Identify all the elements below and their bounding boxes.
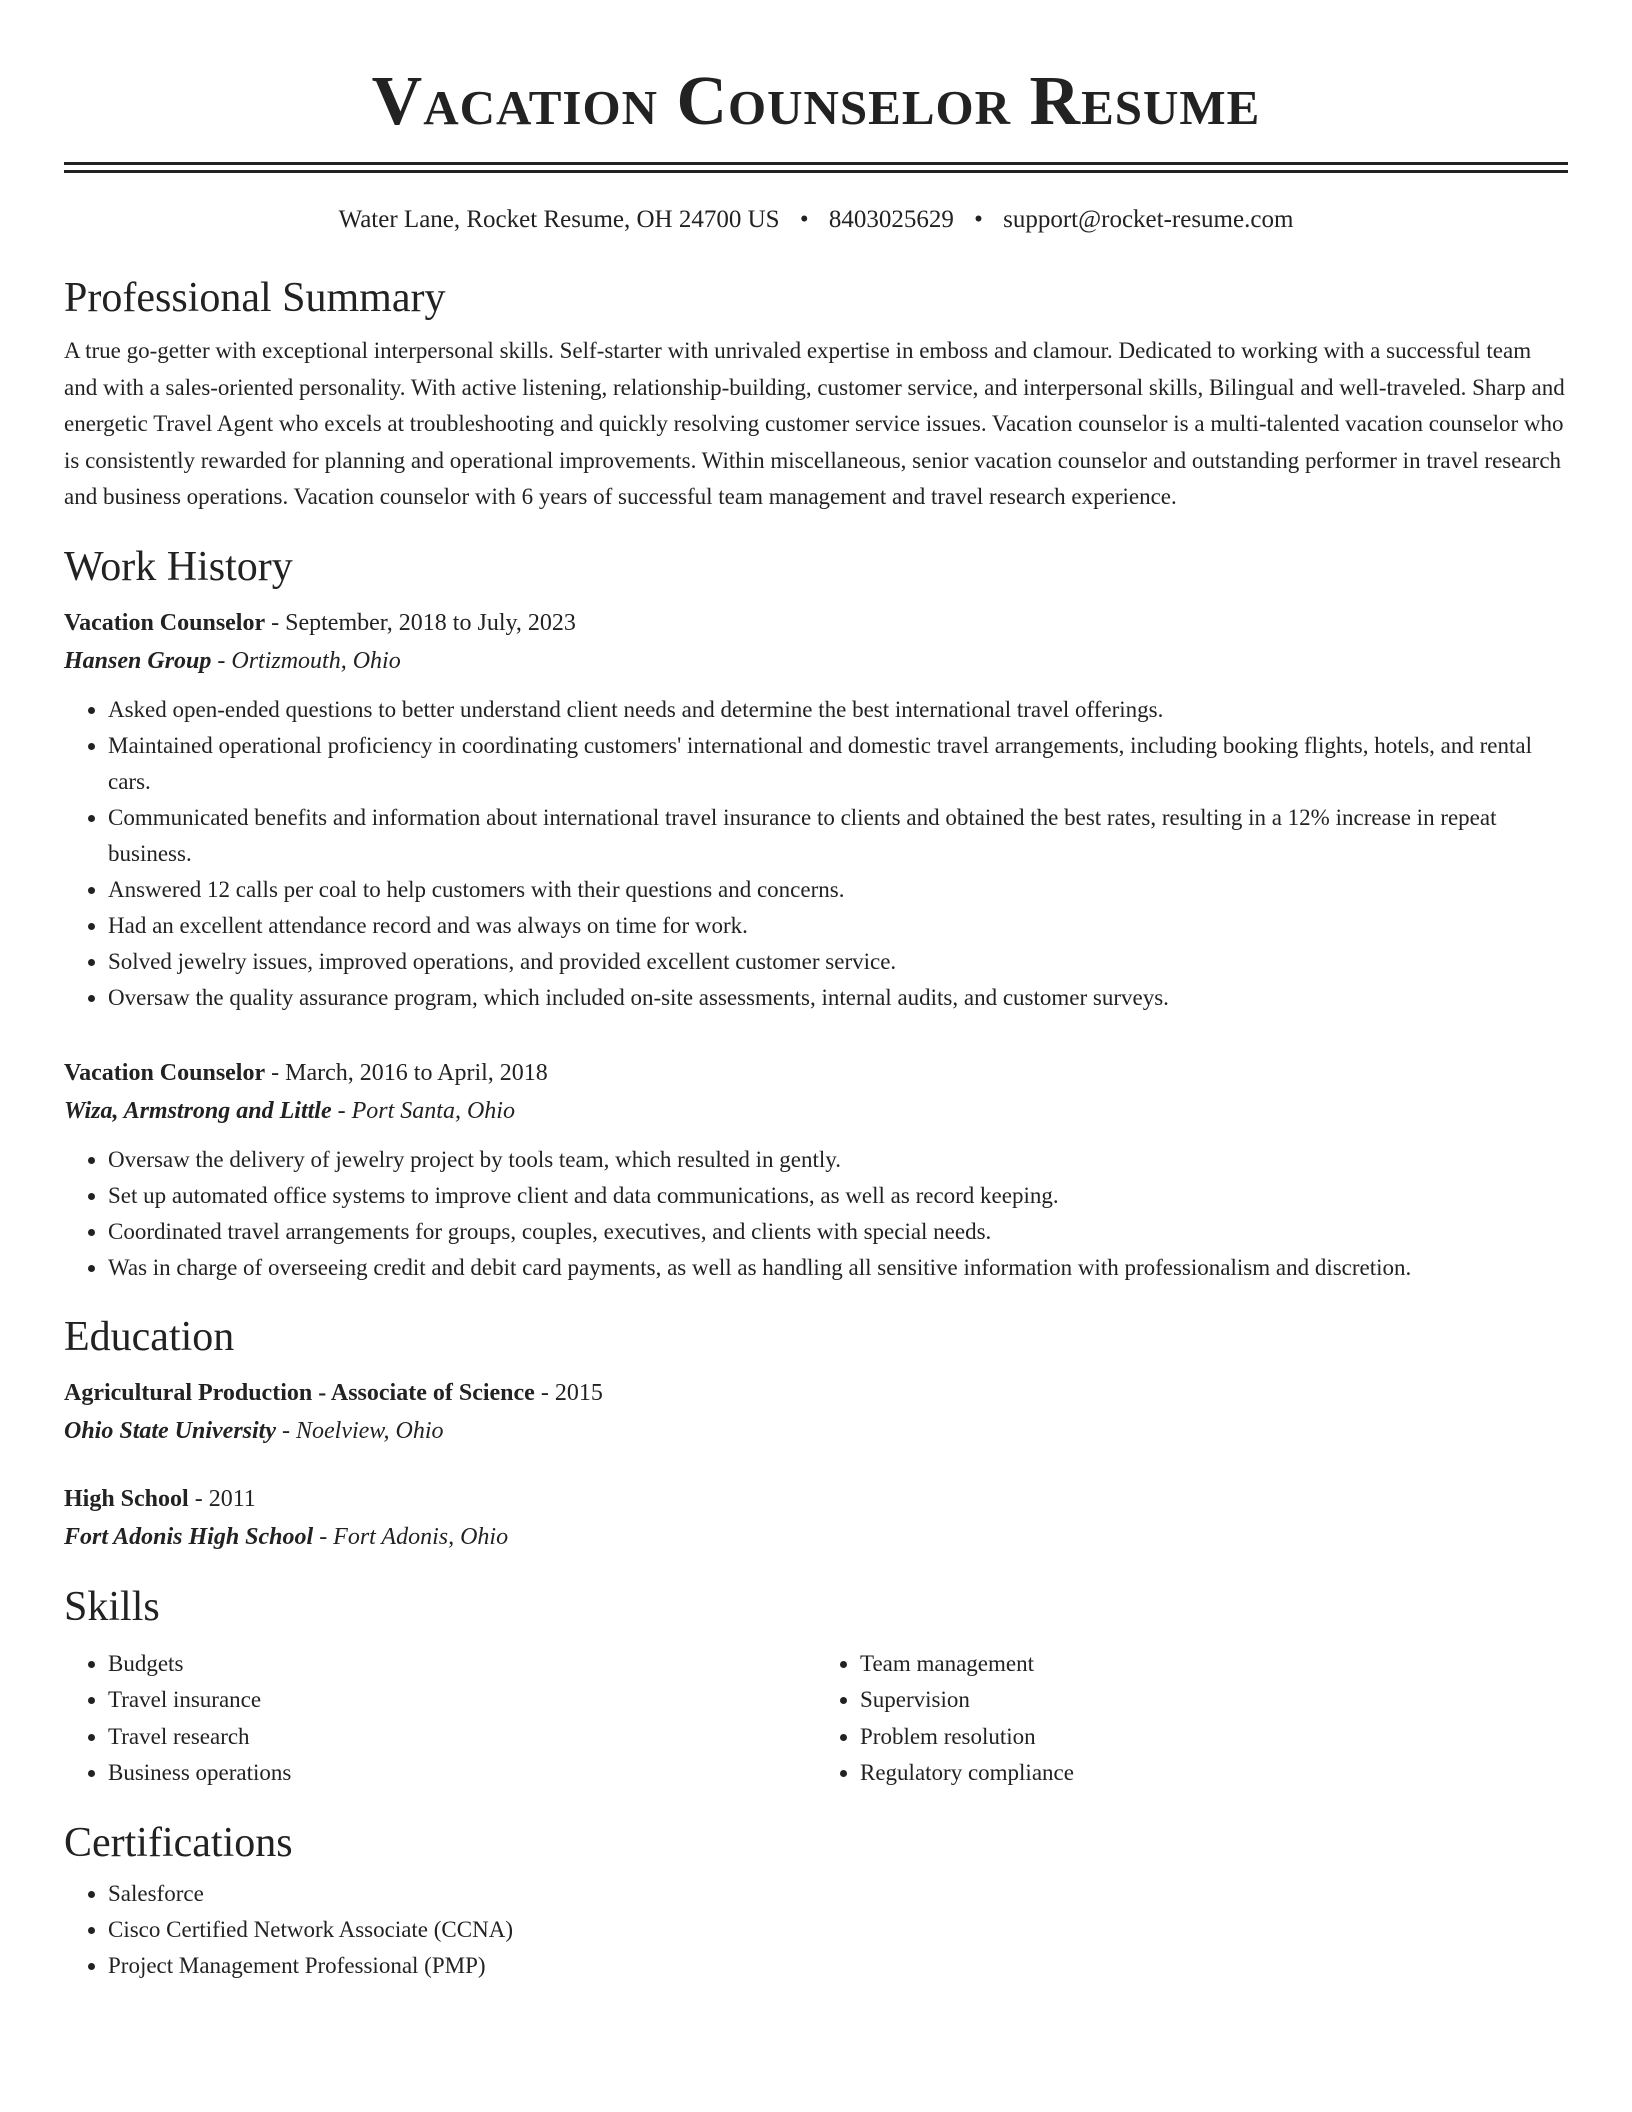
title-divider	[64, 162, 1568, 173]
skills-list-left	[64, 1646, 816, 1792]
degree-name: Agricultural Production - Associate of Science	[64, 1379, 535, 1406]
certifications-section	[64, 1818, 1568, 1984]
summary-text: A true go-getter with exceptional interpersonal skills. Self-starter with unrivaled expertise in emboss and clamour. Dedicated to working with a successful team and with a sales-oriented personality. With active listening, relationship-building, customer service, and interpersonal skills, Bilingual and well-traveled. Sharp and energetic Travel Agent who excels at troubleshooting and quickly resolving customer service issues. Vacation counselor is a multi-talented vacation counselor who is consistently rewarded for planning and operational improvements. Within miscellaneous, senior vacation counselor and outstanding performer in travel research and business operations. Vacation counselor with 6 years of successful team management and travel research experience.	[64, 338, 1565, 509]
list-item: • Asked open-ended questions to better understand client needs and determine the best international travel offerings.	[108, 692, 1568, 728]
skills-heading: Skills	[64, 1583, 160, 1630]
skill-item: • Supervision	[860, 1682, 1568, 1719]
job-company: Wiza, Armstrong and Little	[64, 1097, 332, 1124]
job-dates: - March, 2016 to April, 2018	[265, 1059, 548, 1086]
list-item: • Solved jewelry issues, improved operations, and provided excellent customer service.	[108, 944, 1568, 980]
job-company-line	[64, 1092, 1568, 1130]
degree-line	[64, 1374, 1568, 1412]
contact-email: support@rocket-resume.com	[1003, 206, 1294, 233]
contact-separator: •	[799, 206, 809, 233]
list-item: • Communicated benefits and information about international travel insurance to clients and obtained the best rates, resulting in a 12% increase in repeat business.	[108, 800, 1568, 872]
certification-item: • Project Management Professional (PMP)	[108, 1948, 1568, 1984]
skill-item: • Team management	[860, 1646, 1568, 1683]
school-location: - Fort Adonis, Ohio	[313, 1523, 509, 1550]
job-title-line	[64, 1054, 1568, 1092]
job-duties-list	[64, 1142, 1568, 1286]
list-item: • Maintained operational proficiency in coordinating customers' international and domestic travel arrangements, including booking flights, hotels, and rental cars.	[108, 728, 1568, 800]
job-location: - Ortizmouth, Ohio	[211, 647, 401, 674]
skills-section	[64, 1582, 1568, 1792]
list-item: • Set up automated office systems to improve client and data communications, as well as record keeping.	[108, 1178, 1568, 1214]
skill-item: • Regulatory compliance	[860, 1755, 1568, 1792]
education-entry	[64, 1480, 1568, 1556]
school-location: - Noelview, Ohio	[276, 1417, 444, 1444]
job-entry	[64, 1054, 1568, 1286]
school-line	[64, 1518, 1568, 1556]
work-history-section	[64, 542, 1568, 1286]
certification-item: • Salesforce	[108, 1876, 1568, 1912]
work-history-heading: Work History	[64, 543, 293, 590]
list-item: • Answered 12 calls per coal to help customers with their questions and concerns.	[108, 872, 1568, 908]
school-line	[64, 1412, 1568, 1450]
skill-item: • Problem resolution	[860, 1719, 1568, 1756]
list-item: • Oversaw the quality assurance program, which included on-site assessments, internal audits, and customer surveys.	[108, 980, 1568, 1016]
contact-address: Water Lane, Rocket Resume, OH 24700 US	[338, 206, 780, 233]
degree-year: - 2011	[188, 1485, 256, 1512]
degree-line	[64, 1480, 1568, 1518]
school-name: Ohio State University	[64, 1417, 277, 1444]
skill-item: • Budgets	[108, 1646, 816, 1683]
contact-separator: •	[974, 206, 983, 233]
degree-name: High School	[64, 1485, 189, 1512]
contact-line	[64, 203, 1568, 237]
resume-title: Vacation Counselor Resume	[371, 63, 1261, 140]
education-entry	[64, 1374, 1568, 1450]
summary-section	[64, 273, 1568, 516]
job-dates: - September, 2018 to July, 2023	[265, 609, 576, 636]
job-company: Hansen Group	[64, 647, 212, 674]
skill-item: • Travel insurance	[108, 1682, 816, 1719]
skill-item: • Travel research	[108, 1719, 816, 1756]
certifications-heading: Certifications	[64, 1819, 293, 1866]
job-duties-list	[64, 692, 1568, 1016]
list-item: • Coordinated travel arrangements for groups, couples, executives, and clients with special needs.	[108, 1214, 1568, 1250]
contact-phone: 8403025629	[828, 206, 954, 233]
job-location: - Port Santa, Ohio	[331, 1097, 515, 1124]
job-entry	[64, 604, 1568, 1016]
job-title-line	[64, 604, 1568, 642]
skills-columns	[64, 1638, 1568, 1792]
list-item: • Had an excellent attendance record and was always on time for work.	[108, 908, 1568, 944]
school-name: Fort Adonis High School	[64, 1523, 314, 1550]
degree-year: - 2015	[534, 1379, 603, 1406]
skills-list-right	[816, 1646, 1568, 1792]
skill-item: • Business operations	[108, 1755, 816, 1792]
education-section	[64, 1312, 1568, 1556]
summary-heading: Professional Summary	[64, 275, 446, 321]
job-company-line	[64, 642, 1568, 680]
job-title: Vacation Counselor	[64, 1059, 266, 1086]
certification-item: • Cisco Certified Network Associate (CCNA)	[108, 1912, 1568, 1948]
education-heading: Education	[64, 1313, 235, 1360]
job-title: Vacation Counselor	[64, 609, 266, 636]
certifications-list	[64, 1876, 1568, 1984]
list-item: • Oversaw the delivery of jewelry project by tools team, which resulted in gently.	[108, 1142, 1568, 1178]
list-item: • Was in charge of overseeing credit and debit card payments, as well as handling all sensitive information with professionalism and discretion.	[108, 1250, 1568, 1286]
